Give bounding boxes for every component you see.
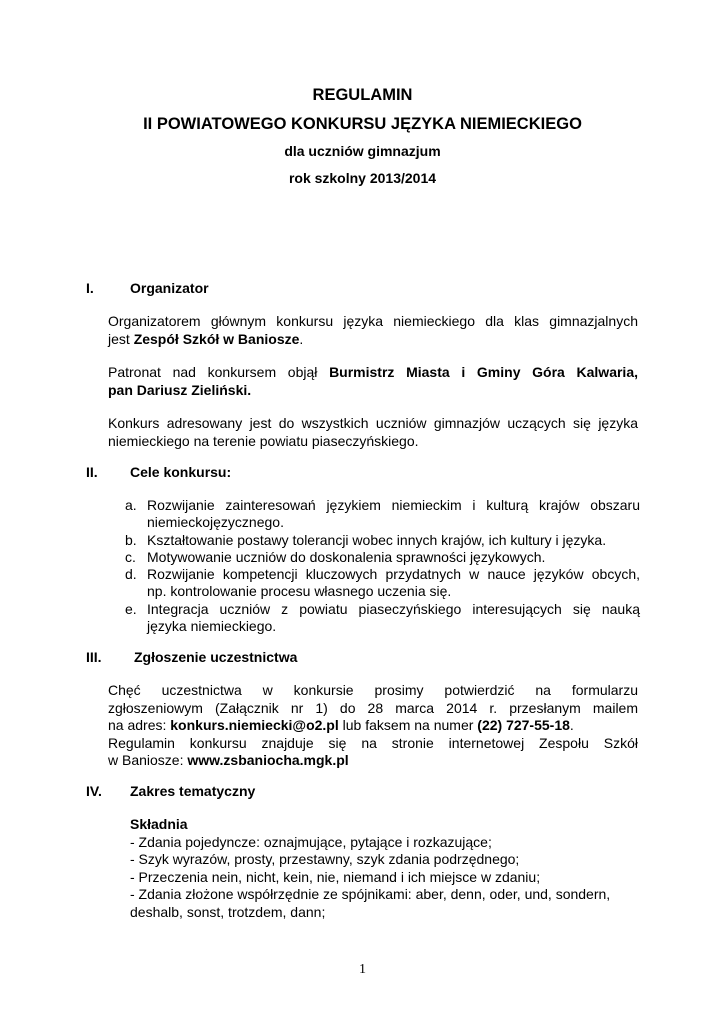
syntax-item: - Przeczenia nein, nicht, kein, nie, niemand i ich miejsce w zdaniu; xyxy=(130,868,541,885)
goal-line: Motywowanie uczniów do doskonalenia sprawności językowych. xyxy=(147,548,546,565)
goal-marker: d. xyxy=(125,566,137,583)
section-label: Organizator xyxy=(130,280,209,296)
section-number: III. xyxy=(86,649,102,665)
registration-email: konkurs.niemiecki@o2.pl xyxy=(170,717,339,733)
section-number: II. xyxy=(86,464,98,480)
registration-line-3 xyxy=(108,717,638,735)
page-number: 1 xyxy=(359,962,366,977)
section-label: Zakres tematyczny xyxy=(130,783,256,799)
syntax-item: - Zdania złożone współrzędnie ze spójnikami: aber, denn, oder, und, sondern, xyxy=(130,886,611,902)
audience-line: dla uczniów gimnazjum xyxy=(284,143,441,159)
goals-list xyxy=(108,497,640,635)
title-block xyxy=(0,84,725,188)
section-label: Cele konkursu: xyxy=(130,464,232,480)
goal-line: Kształtowanie postawy tolerancji wobec innych krajów, ich kultury i języka. xyxy=(147,531,607,548)
goal-line: języka niemieckiego. xyxy=(147,618,277,635)
patronage-person: pan Dariusz Zieliński. xyxy=(108,381,252,398)
registration-line-4: Regulamin konkursu znajduje się na stronie internetowej Zespołu Szkół xyxy=(108,734,638,751)
registration-line-2: zgłoszeniowym (Załącznik nr 1) do 28 marca 2014 r. przesłanym mailem xyxy=(108,699,638,716)
goal-line: Integracja uczniów z powiatu piaseczyńskiego interesujących się nauką xyxy=(147,600,640,617)
goal-item-a xyxy=(108,497,640,532)
goal-line: niemieckojęzycznego. xyxy=(147,514,284,531)
goal-line: np. kontrolowanie procesu własnego uczenia się. xyxy=(147,583,452,600)
goal-marker: a. xyxy=(125,497,137,513)
patronage-paragraph xyxy=(108,364,638,399)
goal-line: Rozwijanie zainteresowań językiem niemieckim i kulturą krajów obszaru xyxy=(147,497,640,513)
goal-line: Rozwijanie kompetencji kluczowych przydatnych w nauce języków obcych, xyxy=(147,566,640,583)
registration-fax-prefix: lub faksem na numer xyxy=(338,717,478,733)
goal-item-e xyxy=(108,601,640,636)
section-number: I. xyxy=(86,280,94,296)
registration-line-5 xyxy=(108,752,638,770)
patronage-prefix: Patronat nad konkursem objął xyxy=(108,364,330,380)
syntax-heading: Składnia xyxy=(130,816,188,832)
goal-item-c xyxy=(108,549,640,566)
section-number: IV. xyxy=(86,783,102,799)
patronage-line-2 xyxy=(108,382,638,400)
goal-marker: c. xyxy=(125,548,136,565)
registration-website: www.zsbaniocha.mgk.pl xyxy=(187,752,349,768)
organizer-suffix: . xyxy=(299,330,304,347)
school-year-line: rok szkolny 2013/2014 xyxy=(288,170,437,186)
organizer-line-1: Organizatorem głównym konkursu języka niemieckiego dla klas gimnazjalnych xyxy=(108,313,638,329)
organizer-school-name: Zespół Szkół w Baniosze xyxy=(133,330,300,347)
goal-marker: b. xyxy=(125,531,137,548)
scope-syntax-block xyxy=(130,816,650,921)
registration-paragraph xyxy=(108,682,638,770)
registration-fax-number: (22) 727-55-18 xyxy=(477,717,570,733)
audience-paragraph-line-2: niemieckiego na terenie powiatu piaseczyńskiego. xyxy=(108,432,419,449)
section-label: Zgłoszenie uczestnictwa xyxy=(134,649,298,665)
organizer-paragraph xyxy=(108,313,638,348)
syntax-item: deshalb, sonst, trotzdem, dann; xyxy=(130,903,326,920)
document-subtitle: II POWIATOWEGO KONKURSU JĘZYKA NIEMIECKIEGO xyxy=(143,115,582,133)
registration-line-1: Chęć uczestnictwa w konkursie prosimy potwierdzić na formularzu xyxy=(108,682,638,698)
registration-suffix: . xyxy=(569,717,574,733)
registration-address-prefix: na adres: xyxy=(108,717,171,733)
syntax-item: - Szyk wyrazów, prosty, przestawny, szyk zdania podrzędnego; xyxy=(130,851,520,867)
registration-website-prefix: w Baniosze: xyxy=(108,752,188,768)
audience-paragraph-line-1: Konkurs adresowany jest do wszystkich uczniów gimnazjów uczących się języka xyxy=(108,415,638,431)
organizer-line-2 xyxy=(108,331,638,349)
goal-marker: e. xyxy=(125,600,137,617)
document-title: REGULAMIN xyxy=(312,86,413,104)
organizer-prefix: jest xyxy=(108,330,134,347)
goal-item-d xyxy=(108,566,640,601)
goal-item-b xyxy=(108,532,640,549)
patronage-mayor: Burmistrz Miasta i Gminy Góra Kalwaria, xyxy=(329,364,638,380)
audience-paragraph xyxy=(108,415,638,450)
syntax-item: - Zdania pojedyncze: oznajmujące, pytające i rozkazujące; xyxy=(130,833,492,850)
patronage-line-1 xyxy=(108,364,638,382)
